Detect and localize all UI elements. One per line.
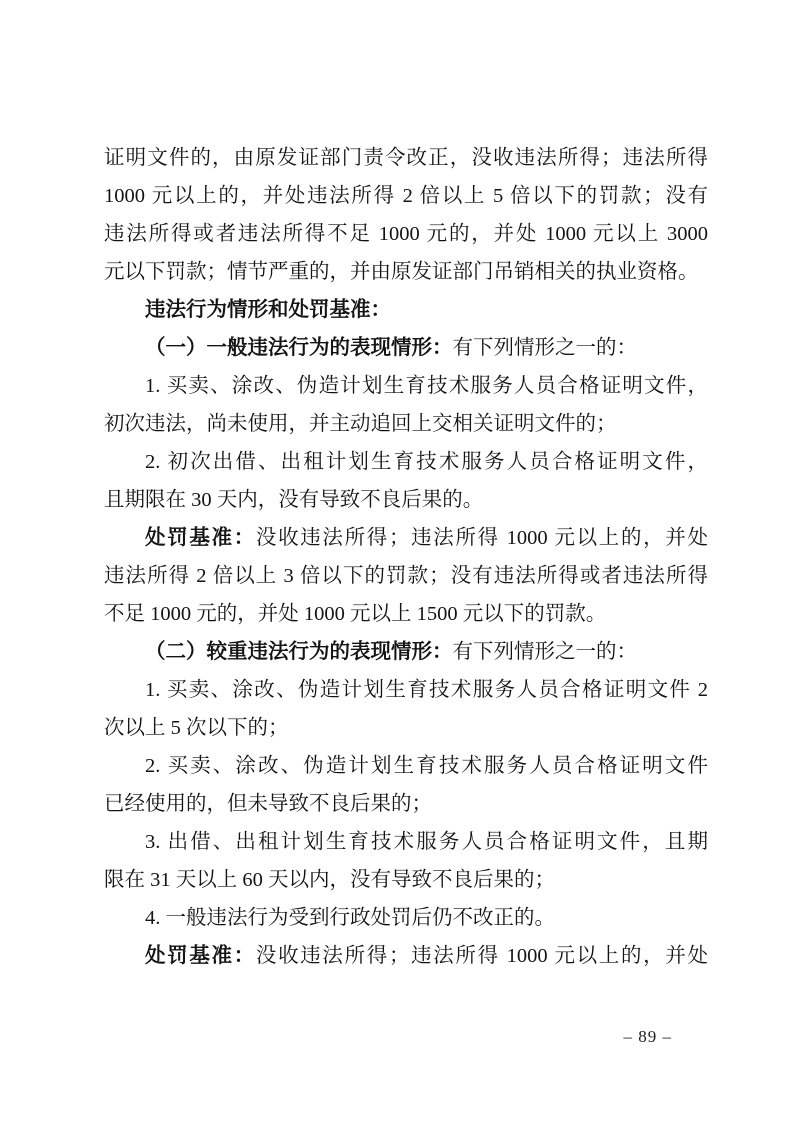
text-line <box>104 747 708 785</box>
line-text: 4. 一般违法行为受到行政处罚后仍不改正的。 <box>145 907 555 929</box>
line-bold-lead: （二）较重违法行为的表现情形： <box>145 641 453 663</box>
line-text: 3. 出借、出租计划生育技术服务人员合格证明文件，且期 <box>145 831 708 853</box>
line-text: 2. 初次出借、出租计划生育技术服务人员合格证明文件， <box>145 451 708 473</box>
text-line <box>104 215 708 253</box>
text-block <box>104 139 708 975</box>
text-line <box>104 823 708 861</box>
text-line <box>104 937 708 975</box>
line-text: 元以下罚款；情节严重的，并由原发证部门吊销相关的执业资格。 <box>104 261 699 283</box>
text-line <box>104 671 708 709</box>
line-bold-lead: （一）一般违法行为的表现情形： <box>145 337 453 359</box>
text-line <box>104 291 708 329</box>
text-line <box>104 557 708 595</box>
line-text: 1. 买卖、涂改、伪造计划生育技术服务人员合格证明文件， <box>145 375 708 397</box>
line-text: 已经使用的，但未导致不良后果的； <box>104 793 432 815</box>
line-bold-lead: 处罚基准： <box>145 945 256 967</box>
text-line <box>104 481 708 519</box>
text-line <box>104 367 708 405</box>
line-text: 没收违法所得；违法所得 1000 元以上的，并处 <box>255 945 709 967</box>
text-line <box>104 443 708 481</box>
line-text: 1. 买卖、涂改、伪造计划生育技术服务人员合格证明文件 2 <box>145 679 708 701</box>
text-line <box>104 177 708 215</box>
text-line <box>104 899 708 937</box>
line-text: 证明文件的，由原发证部门责令改正，没收违法所得；违法所得 <box>104 147 708 169</box>
line-text: 不足 1000 元的，并处 1000 元以上 1500 元以下的罚款。 <box>104 603 607 625</box>
text-line <box>104 633 708 671</box>
text-line <box>104 253 708 291</box>
line-text: 初次违法，尚未使用，并主动追回上交相关证明文件的； <box>104 413 617 435</box>
line-text: 没收违法所得；违法所得 1000 元以上的，并处 <box>255 527 709 549</box>
line-text: 有下列情形之一的： <box>452 337 637 359</box>
text-line <box>104 861 708 899</box>
line-text: 限在 31 天以上 60 天以内，没有导致不良后果的； <box>104 869 555 891</box>
line-text: 且期限在 30 天内，没有导致不良后果的。 <box>104 489 484 511</box>
line-text: 有下列情形之一的： <box>452 641 637 663</box>
text-line <box>104 595 708 633</box>
page-number: – 89 – <box>623 1027 672 1046</box>
line-text: 1000 元以上的，并处违法所得 2 倍以上 5 倍以下的罚款；没有 <box>104 185 708 207</box>
line-bold-lead: 违法行为情形和处罚基准： <box>145 299 391 321</box>
line-text: 2. 买卖、涂改、伪造计划生育技术服务人员合格证明文件 <box>145 755 708 777</box>
line-text: 违法所得 2 倍以上 3 倍以下的罚款；没有违法所得或者违法所得 <box>104 565 708 587</box>
text-line <box>104 709 708 747</box>
line-text: 次以上 5 次以下的； <box>104 717 289 739</box>
text-line <box>104 405 708 443</box>
text-line <box>104 785 708 823</box>
text-line <box>104 139 708 177</box>
line-text: 违法所得或者违法所得不足 1000 元的，并处 1000 元以上 3000 <box>104 223 708 245</box>
line-bold-lead: 处罚基准： <box>145 527 256 549</box>
text-line <box>104 519 708 557</box>
text-line <box>104 329 708 367</box>
